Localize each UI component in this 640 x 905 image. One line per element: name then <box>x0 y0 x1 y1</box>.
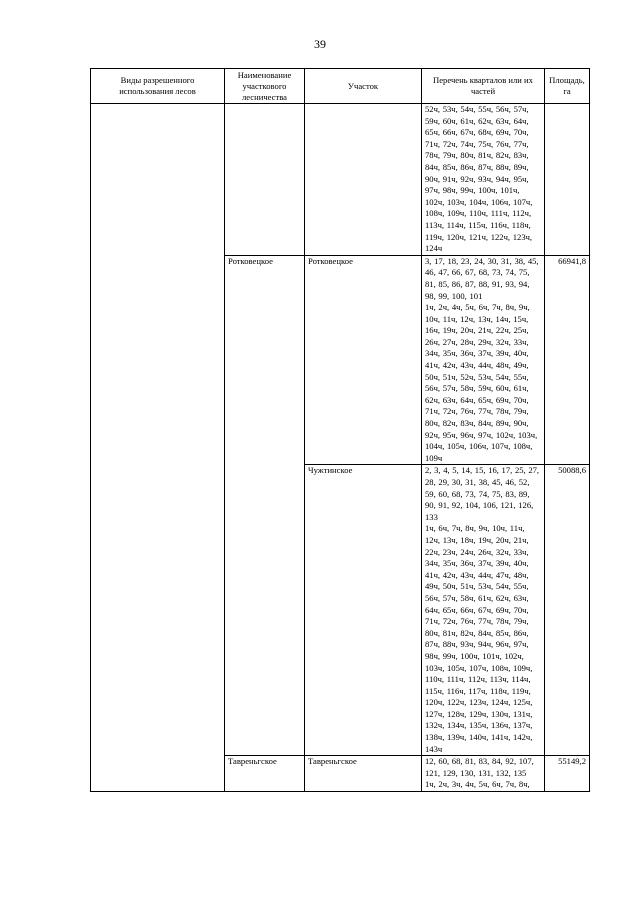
quarters-cell-continued: 52ч, 53ч, 54ч, 55ч, 56ч, 57ч, 59ч, 60ч, 61ч, 62ч, 63ч, 64ч, 65ч, 66ч, 67ч, 68ч, 69ч, 70ч, 71ч, 72ч, 74ч, 75ч, 76ч, 77ч, 78ч, 79ч, 80ч, 81ч, 82ч, 83ч, 84ч, 85ч, 86ч, 87ч, 88ч, 89ч, 90ч, 91ч, 92ч, 93ч, 94ч, 95ч, 97ч, 98ч, 99ч, 100ч, 101ч, 102ч, 103ч, 104ч, 106ч, 107ч, 108ч, 109ч, 110ч, 111ч, 112ч, 113ч, 114ч, 115ч, 116ч, 118ч, 119ч, 120ч, 121ч, 122ч, 123ч, 124ч <box>422 104 545 256</box>
quarters-full: 2, 3, 4, 5, 14, 15, 16, 17, 25, 27, 28, 29, 30, 31, 38, 45, 46, 52, 59, 60, 68, 73, 74, 75, 83, 89, 90, 91, 92, 104, 106, 121, 126, 133 <box>425 465 540 522</box>
plot-cell-chuzhtinskoe: Чужтинское <box>305 465 422 756</box>
district-cell-tavrenskoe: Тавреньгское <box>225 756 305 792</box>
table-row <box>91 104 590 256</box>
quarters-cell-rotkovetskoe <box>422 255 545 465</box>
plot-cell-tavrenskoe: Тавреньгское <box>305 756 422 792</box>
use-type-cell <box>91 104 225 792</box>
district-cell-continued <box>225 104 305 256</box>
quarters-parts: 1ч, 6ч, 7ч, 8ч, 9ч, 10ч, 11ч, 12ч, 13ч, 18ч, 19ч, 20ч, 21ч, 22ч, 23ч, 24ч, 26ч, 32ч, 33ч, 34ч, 35ч, 36ч, 37ч, 39ч, 40ч, 41ч, 42ч, 43ч, 44ч, 47ч, 48ч, 49ч, 50ч, 51ч, 53ч, 54ч, 55ч, 56ч, 57ч, 58ч, 61ч, 62ч, 63ч, 64ч, 65ч, 66ч, 67ч, 69ч, 70ч, 71ч, 72ч, 76ч, 77ч, 78ч, 79ч, 80ч, 81ч, 82ч, 84ч, 85ч, 86ч, 87ч, 88ч, 93ч, 94ч, 96ч, 97ч, 98ч, 99ч, 100ч, 101ч, 102ч, 103ч, 105ч, 107ч, 108ч, 109ч, 110ч, 111ч, 112ч, 113ч, 114ч, 115ч, 116ч, 117ч, 118ч, 119ч, 120ч, 122ч, 123ч, 124ч, 125ч, 127ч, 128ч, 129ч, 130ч, 131ч, 132ч, 134ч, 135ч, 136ч, 137ч, 138ч, 139ч, 140ч, 141ч, 142ч, 143ч <box>425 523 533 754</box>
quarters-parts: 1ч, 2ч, 3ч, 4ч, 5ч, 6ч, 7ч, 8ч, <box>425 779 530 790</box>
header-use-type: Виды разрешенного использования лесов <box>91 69 225 104</box>
page-bottom-margin <box>0 840 640 905</box>
quarters-full: 12, 60, 68, 81, 83, 84, 92, 107, 121, 129, 130, 131, 132, 135 <box>425 756 534 778</box>
district-cell-rotkovetskoe: Ротковецкое <box>225 255 305 756</box>
plot-cell-continued <box>305 104 422 256</box>
area-cell-continued <box>545 104 590 256</box>
quarters-cell-tavrenskoe <box>422 756 545 792</box>
header-area: Площадь, га <box>545 69 590 104</box>
area-cell-chuzhtinskoe: 50088,6 <box>545 465 590 756</box>
plot-cell-rotkovetskoe: Ротковецкое <box>305 255 422 465</box>
header-plot: Участок <box>305 69 422 104</box>
quarters-full: 3, 17, 18, 23, 24, 30, 31, 38, 45, 46, 47, 66, 67, 68, 73, 74, 75, 81, 85, 86, 87, 88, 91, 93, 94, 98, 99, 100, 101 <box>425 255 539 301</box>
table-header-row <box>91 69 590 104</box>
page-number: 39 <box>314 37 326 51</box>
header-district: Наименование участкового лесничества <box>225 69 305 104</box>
forest-use-table <box>90 68 590 792</box>
quarters-parts: 1ч, 2ч, 4ч, 5ч, 6ч, 7ч, 8ч, 9ч, 10ч, 11ч, 12ч, 13ч, 14ч, 15ч, 16ч, 19ч, 20ч, 21ч, 22ч, 25ч, 26ч, 27ч, 28ч, 29ч, 32ч, 33ч, 34ч, 35ч, 36ч, 37ч, 39ч, 40ч, 41ч, 42ч, 43ч, 44ч, 48ч, 49ч, 50ч, 51ч, 52ч, 53ч, 54ч, 55ч, 56ч, 57ч, 58ч, 59ч, 60ч, 61ч, 62ч, 63ч, 64ч, 65ч, 69ч, 70ч, 71ч, 72ч, 76ч, 77ч, 78ч, 79ч, 80ч, 82ч, 83ч, 84ч, 89ч, 90ч, 92ч, 95ч, 96ч, 97ч, 102ч, 103ч, 104ч, 105ч, 106ч, 107ч, 108ч, 109ч <box>425 302 538 463</box>
quarters-cell-chuzhtinskoe <box>422 465 545 756</box>
header-quarters: Перечень кварталов или их частей <box>422 69 545 104</box>
area-cell-rotkovetskoe: 66941,8 <box>545 255 590 465</box>
area-cell-tavrenskoe: 55149,2 <box>545 756 590 792</box>
